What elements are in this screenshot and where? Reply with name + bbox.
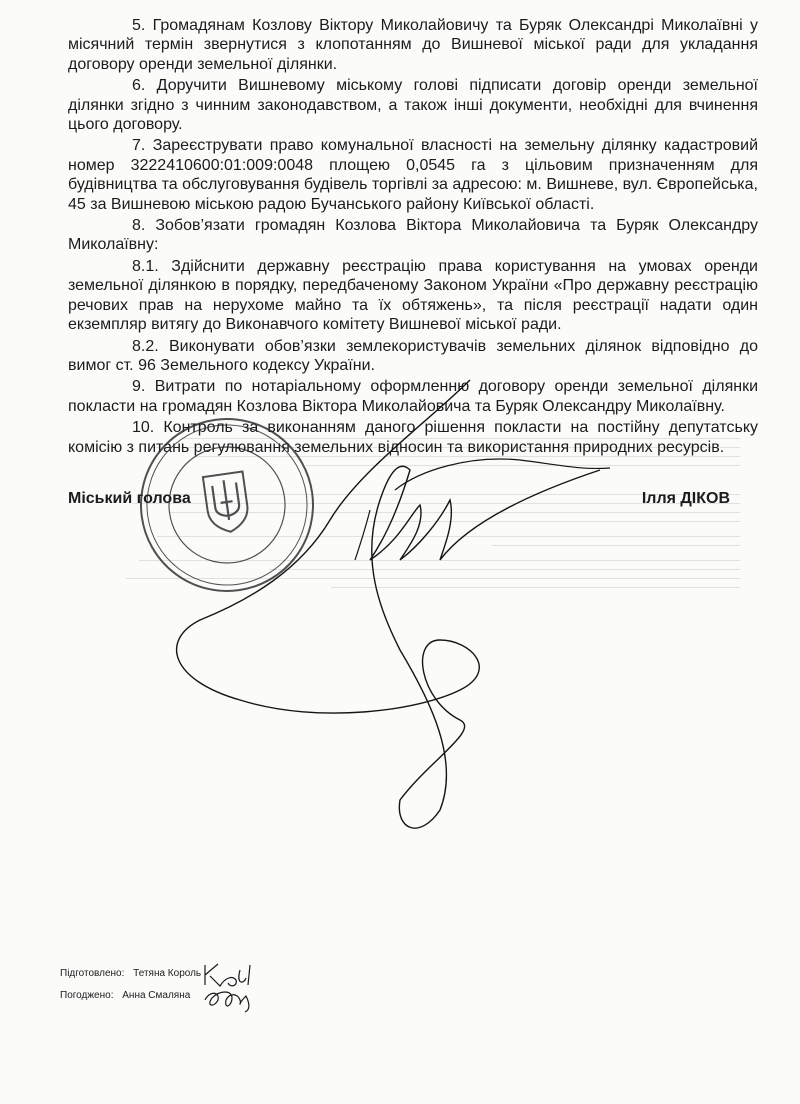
paragraph-5: 5. Громадянам Козлову Віктору Миколайовичу та Буряк Олександрі Миколаївні у місячний термін звернутися з клопотанням до Вишневої міської ради для укладання договору оренди земельної ділянки. (68, 17, 758, 73)
paragraph-10: 10. Контроль за виконанням даного рішення покласти на постійну депутатську комісію з питань регулювання земельних відносин та використання природних ресурсів. (68, 419, 758, 456)
paragraph-8-2: 8.2. Виконувати обов’язки землекористувачів земельних ділянок відповідно до вимог ст. 96 Земельного кодексу України. (68, 337, 758, 374)
paragraph-9: 9. Витрати по нотаріальному оформленню договору оренди земельної ділянки покласти на громадян Козлова Віктора Миколайовича та Буряк Олександру Миколаївну. (68, 378, 758, 415)
paragraph-6: 6. Доручити Вишневому міському голові підписати договір оренди земельної ділянки згідно з чинним законодавством, а також інші документи, необхідні для вчинення цього договору. (68, 77, 758, 134)
prepared-label: Підготовлено: (60, 968, 125, 979)
decision-body (68, 16, 758, 459)
agreed-label: Погоджено: (60, 990, 114, 1001)
footer-prepared (60, 968, 201, 979)
signature-row (68, 490, 730, 508)
prepared-name: Тетяна Король (133, 968, 202, 979)
paragraph-8: 8. Зобов’язати громадян Козлова Віктора Миколайовича та Буряк Олександру Миколаївну: (68, 217, 758, 254)
signatory-title: Міський голова (68, 490, 191, 507)
signatory-name: Ілля ДІКОВ (641, 490, 730, 507)
agreed-name: Анна Смаляна (122, 990, 191, 1001)
footer-agreed (60, 990, 190, 1001)
bleed-through-text (120, 430, 740, 750)
paragraph-7: 7. Зареєструвати право комунальної власності на земельну ділянку кадастровий номер 3222410600:01:009:0048 площею 0,0545 га з цільовим призначенням для будівництва та обслуговування будівель торгівлі за адресою: м. Вишневе, вул. Європейська, 45 за Вишневою міською радою Бучанського району Київської області. (68, 137, 758, 213)
paragraph-8-1: 8.1. Здійснити державну реєстрацію права користування на умовах оренди земельної ділянкою в порядку, передбаченому Законом України «Про державну реєстрацію речових прав на нерухоме майно та їх обтяжень», та після реєстрації надати один екземпляр витягу до Виконавчого комітету Вишневої міської ради. (68, 257, 758, 334)
